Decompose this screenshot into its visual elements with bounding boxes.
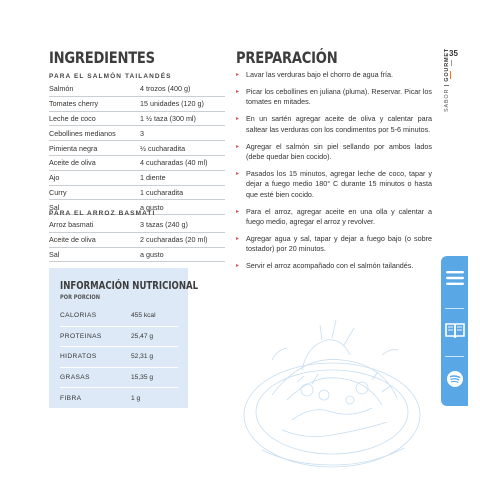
ingredient-qty: 4 cucharadas (40 ml) — [140, 158, 208, 168]
ingredient-row — [49, 97, 225, 112]
nutrition-row — [60, 368, 178, 389]
ingredient-qty: 1 ½ taza (300 ml) — [140, 113, 196, 123]
nutrition-value: 15,35 g — [131, 373, 153, 381]
nutrition-value: 455 kcal — [131, 312, 156, 320]
step-item — [236, 234, 432, 255]
nutrition-label: HIDRATOS — [60, 353, 97, 361]
ingredient-name: Salmón — [49, 84, 74, 94]
step-text: Para el arroz, agregar aceite en una olla y calentar a fuego medio, agregar el arroz y revolver. — [246, 206, 432, 226]
salmon-section-label: PARA EL SALMÓN TAILANDÉS — [49, 73, 172, 80]
nutrition-label: PROTEINAS — [60, 332, 102, 340]
ingredient-row — [49, 141, 225, 156]
ingredient-row — [49, 126, 225, 141]
nutrition-box — [49, 268, 199, 408]
ingredient-qty: a gusto — [140, 249, 164, 259]
bullet-icon: ▸ — [236, 170, 240, 177]
step-text: Picar los cebollines en juliana (pluma). Reservar. Picar los tomates en mitades. — [246, 86, 432, 107]
food-illustration — [232, 300, 432, 480]
ingredient-qty: 15 unidades (120 g) — [140, 99, 204, 109]
ingredient-qty: 2 cucharadas (20 ml) — [140, 235, 208, 245]
ingredient-name: Curry — [49, 187, 67, 197]
accent-bar — [450, 71, 451, 79]
ingredient-qty: a gusto — [140, 202, 164, 212]
ingredient-row — [49, 233, 225, 248]
ingredient-name: Aceite de oliva — [49, 235, 96, 245]
ingredient-name: Aceite de oliva — [49, 158, 96, 168]
tab-divider — [445, 308, 464, 309]
step-text: Servir el arroz acompañado con el salmón tailandés. — [246, 261, 414, 271]
ingredient-name: Sal — [49, 249, 60, 259]
bullet-icon: ▸ — [236, 72, 240, 78]
preparation-title: PREPARACIÓN — [236, 48, 338, 67]
rice-section-label: PARA EL ARROZ BASMATI — [49, 210, 156, 217]
nutrition-label: FIBRA — [60, 394, 82, 402]
nutrition-row — [60, 306, 178, 327]
salmon-ingredients-table — [49, 82, 225, 215]
preparation-steps — [236, 70, 432, 278]
spotify-icon[interactable] — [441, 370, 468, 388]
ingredient-name: Sal — [49, 202, 60, 212]
ingredient-qty: 4 trozos (400 g) — [140, 84, 191, 94]
rice-ingredients-table — [49, 218, 225, 262]
nutrition-row — [60, 388, 178, 409]
step-item — [236, 207, 432, 228]
ingredient-qty: 3 tazas (240 g) — [140, 220, 188, 230]
ingredient-row — [49, 218, 225, 233]
step-text: Agregar agua y sal, tapar y dejar a fuego bajo (o sobre tostador) por 20 minutos. — [246, 233, 432, 254]
bullet-icon: ▸ — [236, 235, 240, 242]
ingredient-row — [49, 248, 225, 263]
ingredient-qty: ½ cucharadita — [140, 143, 186, 153]
nutrition-value: 52,31 g — [131, 353, 153, 361]
nutrition-row — [60, 327, 178, 348]
ingredient-row — [49, 156, 225, 171]
nutrition-label: GRASAS — [60, 373, 90, 381]
menu-icon[interactable] — [441, 270, 468, 286]
side-label-b: | GOURMET — [444, 48, 450, 87]
nutrition-label: CALORIAS — [60, 312, 97, 320]
step-item — [236, 114, 432, 135]
bullet-icon: ▸ — [236, 208, 240, 215]
nutrition-value: 25,47 g — [131, 332, 153, 340]
step-text: En un sartén agregar aceite de oliva y calentar para saltear las verduras con los condimentos por 5-6 minutos. — [246, 114, 432, 134]
ingredient-qty: 1 cucharadita — [140, 187, 184, 197]
nutrition-value: 1 g — [131, 394, 141, 402]
ingredient-row — [49, 112, 225, 127]
ingredients-title: INGREDIENTES — [49, 48, 155, 67]
nutrition-row — [60, 347, 178, 368]
step-item — [236, 169, 432, 200]
ingredient-name: Tomates cherry — [49, 99, 99, 109]
bullet-icon: ▸ — [236, 143, 240, 150]
step-item — [236, 87, 432, 108]
bullet-icon: ▸ — [236, 88, 240, 95]
side-label — [444, 48, 450, 112]
step-text: Lavar las verduras bajo el chorro de agua fría. — [246, 70, 394, 79]
ingredient-name: Cebollines medianos — [49, 128, 116, 138]
side-tab — [441, 256, 468, 406]
step-text: Agregar el salmón sin piel sellando por ambos lados (debe quedar bien cocido). — [246, 141, 432, 161]
step-text: Pasados los 15 minutos, agregar leche de coco, tapar y dejar a fuego medio 180° C durante 15 minutos o hasta que esté bien cocido. — [246, 168, 432, 199]
ingredient-name: Pimienta negra — [49, 143, 98, 153]
page-number: 35 — [449, 49, 458, 58]
bullet-icon: ▸ — [236, 116, 240, 123]
ingredient-qty: 3 — [140, 128, 144, 138]
nutrition-subtitle: POR PORCIÓN — [60, 294, 101, 301]
bullet-icon: ▸ — [236, 263, 240, 270]
tab-divider — [445, 356, 464, 357]
ingredient-name: Ajo — [49, 173, 60, 183]
ingredient-row — [49, 82, 225, 97]
step-item — [236, 261, 432, 271]
ingredient-name: Arroz basmati — [49, 220, 94, 230]
nutrition-title: INFORMACIÓN NUTRICIONAL — [60, 279, 199, 292]
page-divider — [451, 60, 452, 66]
step-item — [236, 142, 432, 163]
book-icon[interactable] — [441, 322, 468, 338]
ingredient-name: Leche de coco — [49, 113, 96, 123]
ingredient-row — [49, 171, 225, 186]
nutrition-table — [60, 306, 178, 409]
ingredient-qty: 1 diente — [140, 173, 166, 183]
ingredient-row — [49, 186, 225, 201]
side-label-a: SABOR — [444, 88, 450, 112]
step-item — [236, 70, 432, 80]
